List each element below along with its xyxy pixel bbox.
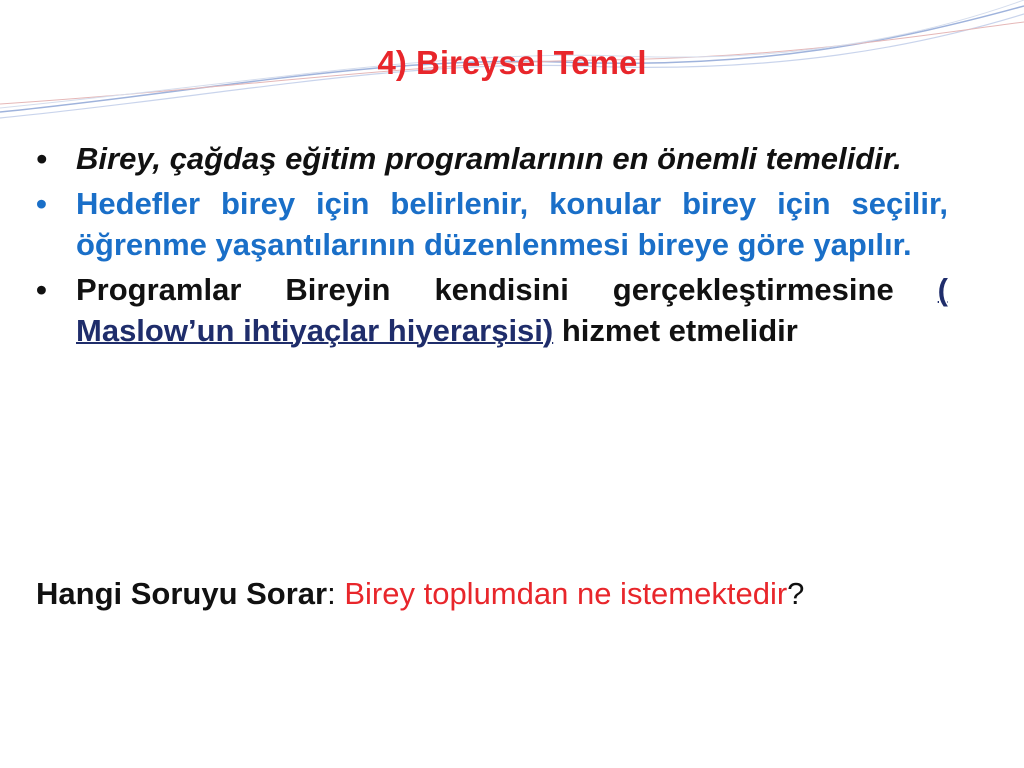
question-colon: : (327, 576, 345, 611)
bullet-item (36, 269, 948, 351)
question-label: Hangi Soruyu Sorar (36, 576, 328, 611)
bullet-text: Programlar Bireyin kendisini gerçekleştirmesine (76, 272, 938, 307)
bullet-item (36, 138, 948, 179)
bullet-dot: • (36, 141, 47, 176)
question-mark: ? (787, 576, 805, 611)
bullet-text: Birey, çağdaş eğitim programlarının en önemli temelidir. (76, 141, 902, 176)
bullet-text-end: hizmet etmelidir (553, 313, 798, 348)
bullet-list (36, 138, 948, 355)
bullet-dot: • (36, 272, 47, 307)
maslow-link[interactable]: ( Maslow’un ihtiyaçlar hiyerarşisi) (76, 272, 948, 348)
question-paragraph (36, 573, 948, 615)
bullet-dot: • (36, 186, 47, 221)
bullet-item (36, 183, 948, 265)
slide-title: 4) Bireysel Temel (377, 44, 647, 81)
bullet-text: Hedefler birey için belirlenir, konular birey için seçilir, öğrenme yaşantılarının düzenlenmesi bireye göre yapılır. (76, 186, 948, 262)
question-answer: Birey toplumdan ne istemektedir (344, 576, 788, 611)
